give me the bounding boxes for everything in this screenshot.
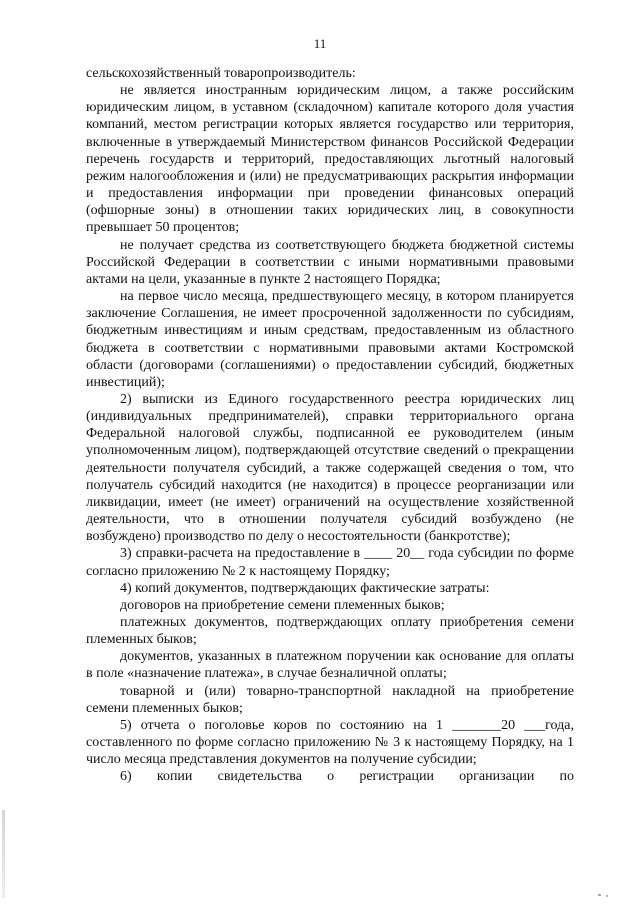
scan-edge-mark (2, 810, 5, 898)
paragraph-item-2-registry-extract: 2) выписки из Единого государственного реестра юридических лиц (индивидуальных предпринимателей), справки территориального органа Федеральной налоговой службы, подписанной ее руководителем (иным уполномоченным лицом), подтверждающей отсутствие сведений о прекращении деятельности получателя субсидий, а также содержащей сведения о том, что получатель субсидий находится (не находится) в процессе реорганизации или ликвидации, имеет (не имеет) ограничений на осуществление хозяйственной деятельности, что в отношении получателя субсидий возбуждено (не возбуждено) производство по делу о несостоятельности (банкротстве); (86, 391, 574, 545)
paragraph-item-6-certificate: 6) копии свидетельства о регистрации организации по (120, 769, 574, 785)
paragraph-item-3-calculation: 3) справки-расчета на предоставление в ____ 20__ года субсидии по форме согласно приложению № 2 к настоящему Порядку; (86, 546, 574, 579)
paragraph-no-overdue-debt: на первое число месяца, предшествующего месяцу, в котором планируется заключение Соглашения, не имеет просроченной задолженности по субсидиям, бюджетным инвестициям и иным средствам, предоставленным из областного бюджета в соответствии с нормативными правовыми актами Костромской области (договорами (соглашениями) о предоставлении субсидий, бюджетных инвестиций); (86, 289, 574, 390)
page-number: 11 (313, 36, 327, 51)
document-body (86, 65, 574, 786)
scan-artifact (606, 895, 608, 897)
paragraph-payment-basis-documents: документов, указанных в платежном поручении как основание для оплаты в поле «назначение платежа», в случае безналичной оплаты; (86, 649, 574, 682)
paragraph-producer-header: сельскохозяйственный товаропроизводитель: (86, 66, 356, 81)
paragraph-contracts: договоров на приобретение семени племенных быков; (120, 597, 445, 613)
paragraph-payment-documents: платежных документов, подтверждающих оплату приобретения семени племенных быков; (86, 615, 574, 648)
scan-artifact (598, 894, 601, 896)
paragraph-waybill: товарной и (или) товарно-транспортной накладной на приобретение семени племенных быков; (86, 683, 574, 716)
paragraph-no-budget-funds: не получает средства из соответствующего бюджета бюджетной системы Российской Федерации в соответствии с иными нормативными правовыми актами на цели, указанные в пункте 2 настоящего Порядка; (86, 237, 574, 287)
paragraph-not-foreign-entity: не является иностранным юридическим лицом, а также российским юридическим лицом, в уставном (складочном) капитале которого доля участия компаний, местом регистрации которых является государство или территория, включенные в утверждаемый Министерством финансов Российской Федерации перечень государств и территорий, предоставляющих льготный налоговый режим налогообложения и (или) не предусматривающих раскрытия информации и предоставления информации при проведении финансовых операций (офшорные зоны) в отношении таких юридических лиц, в совокупности превышает 50 процентов; (86, 83, 574, 236)
paragraph-item-5-cow-report: 5) отчета о поголовье коров по состоянию на 1 _______20 ___года, составленного по форме согласно приложению № 3 к настоящему Порядку, на 1 число месяца представления документов на получение субсидии; (86, 717, 574, 768)
paragraph-item-4-documents: 4) копий документов, подтверждающих фактические затраты: (120, 580, 490, 596)
